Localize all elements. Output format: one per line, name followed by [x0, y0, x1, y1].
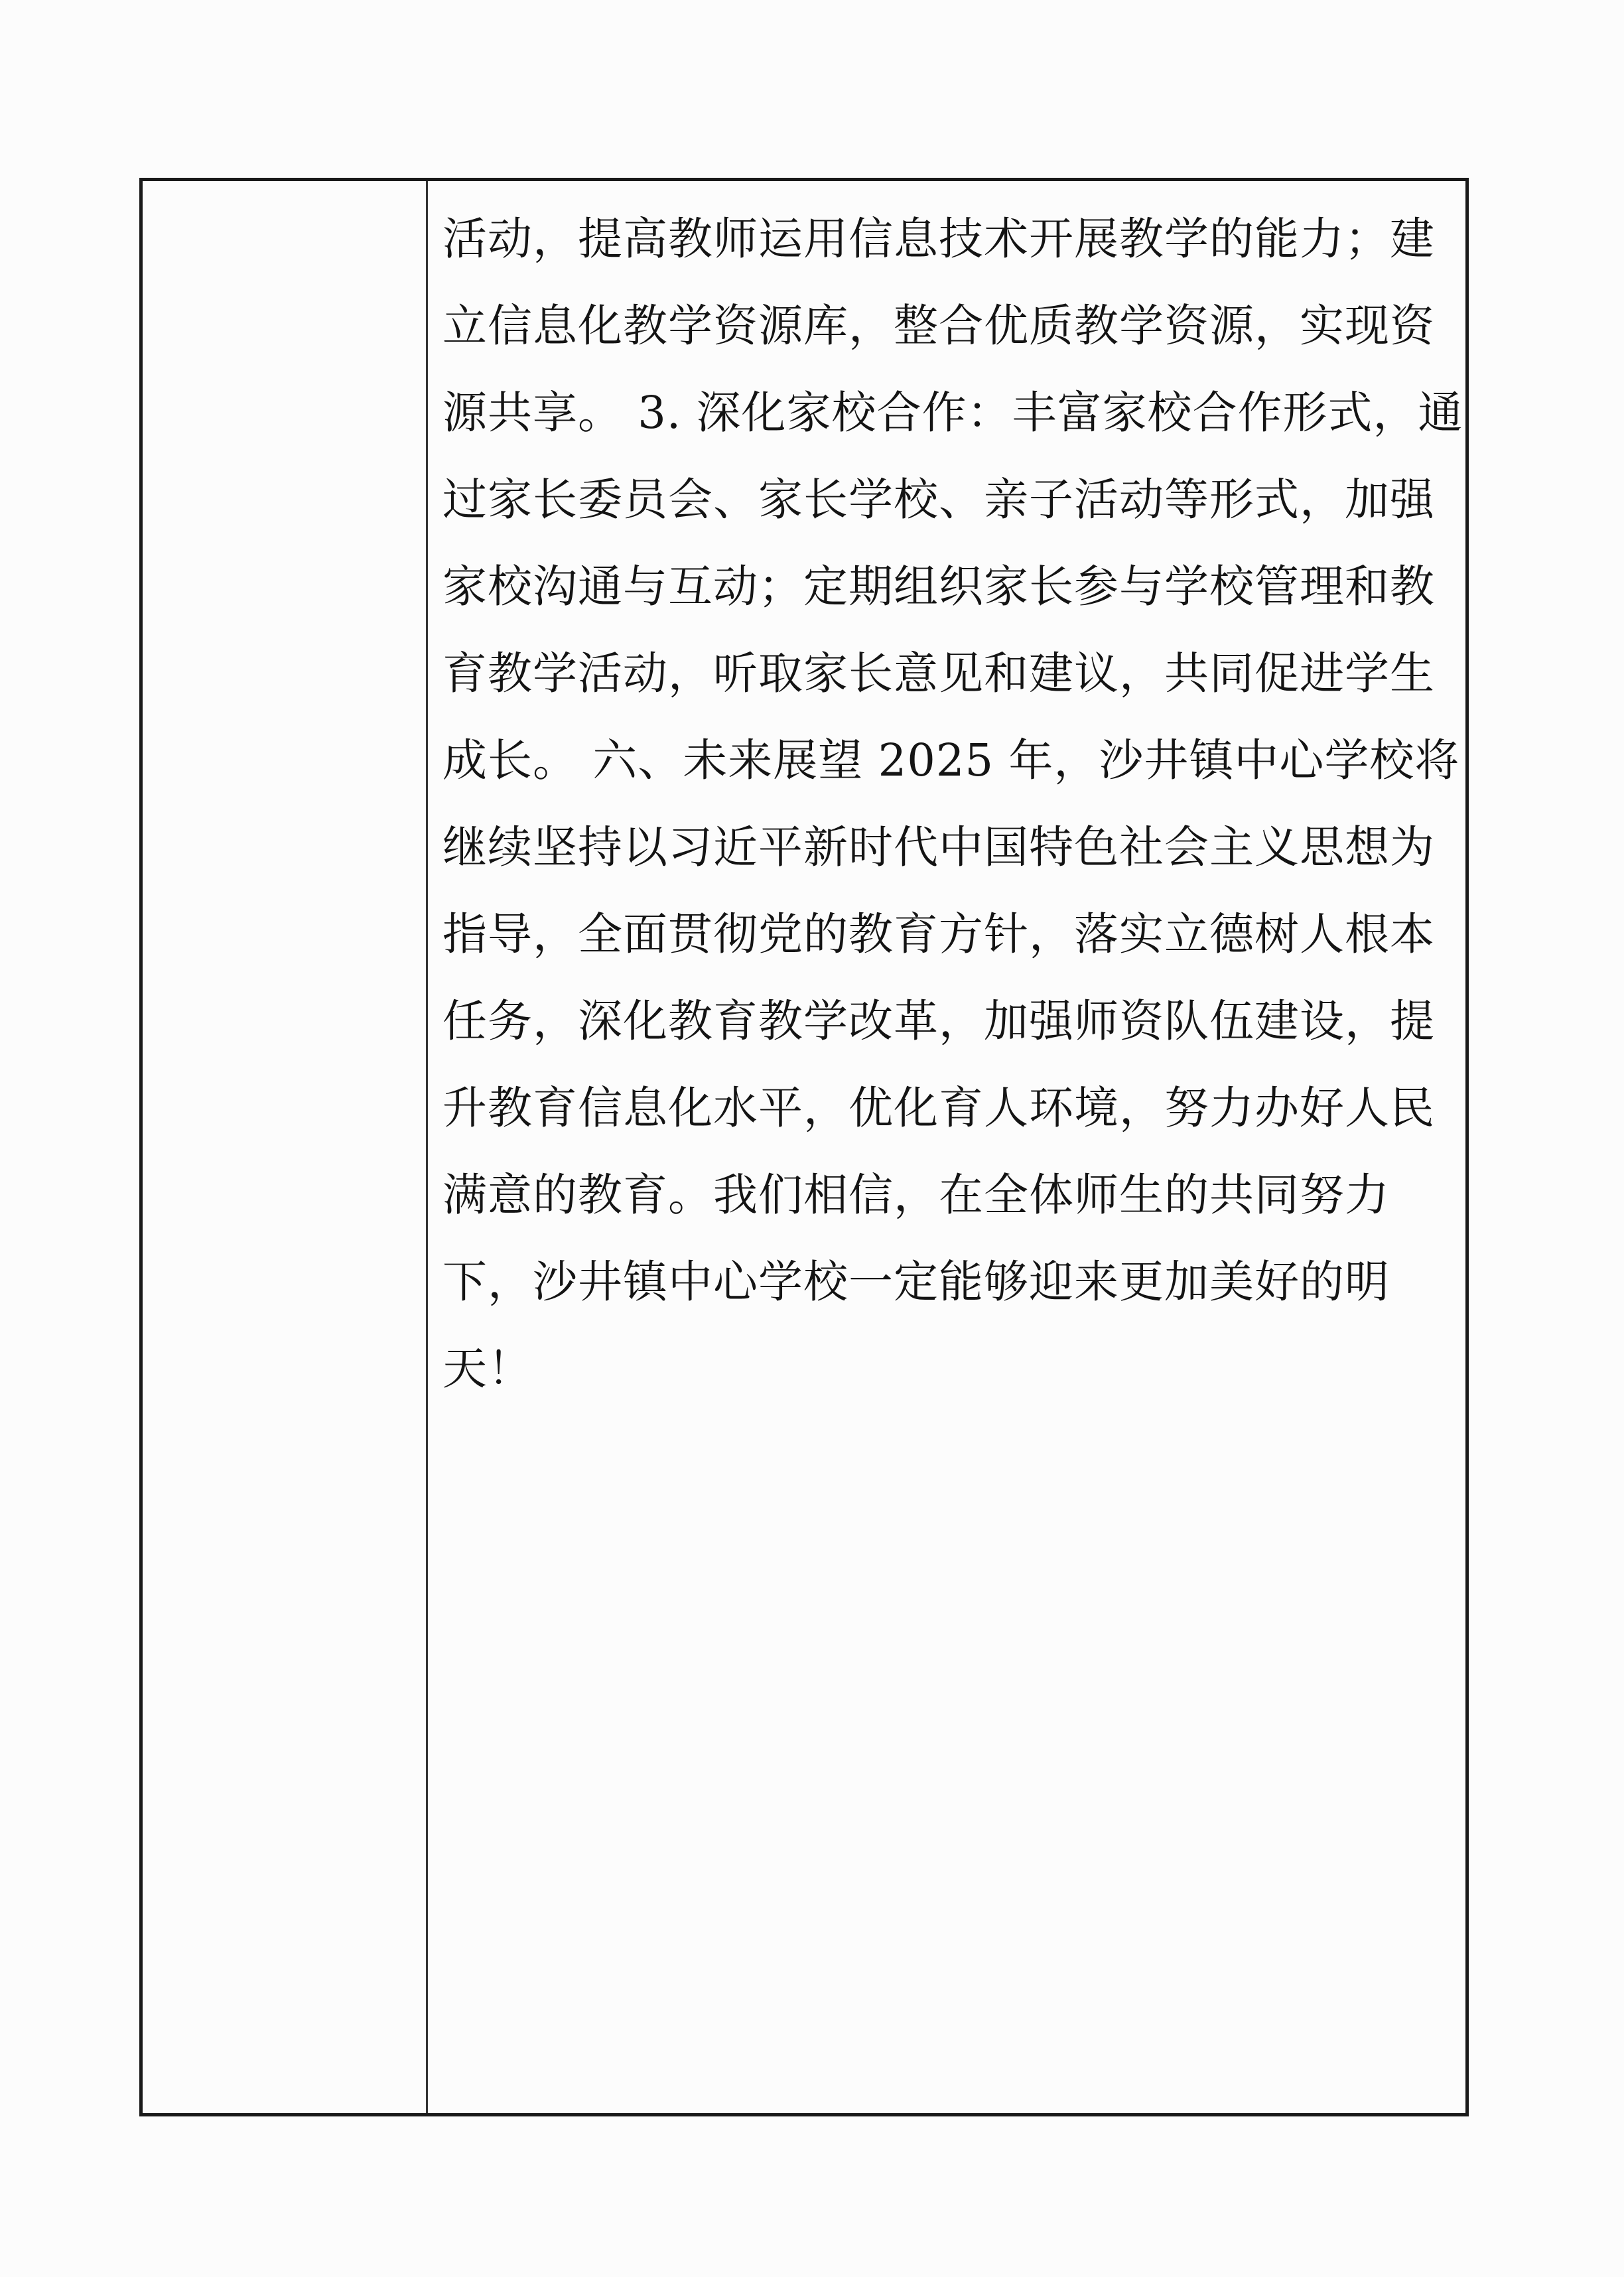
text-line: 指导，全面贯彻党的教育方针，落实立德树人根本: [442, 908, 1435, 960]
text-line: 任务，深化教育教学改革，加强师资队伍建设，提: [442, 995, 1435, 1047]
text-line: 天！: [442, 1343, 533, 1395]
text-line: 升教育信息化水平，优化育人环境，努力办好人民: [442, 1082, 1435, 1134]
text-line: 下，沙井镇中心学校一定能够迎来更加美好的明: [442, 1256, 1390, 1308]
body-text: [442, 196, 1471, 1413]
text-line: 继续坚持以习近平新时代中国特色社会主义思想为: [442, 821, 1435, 873]
form-table: [139, 178, 1469, 2116]
text-line: 过家长委员会、家长学校、亲子活动等形式，加强: [442, 474, 1435, 525]
text-line: 立信息化教学资源库，整合优质教学资源，实现资: [442, 300, 1435, 352]
text-line: 成长。 六、未来展望 2025 年，沙井镇中心学校将: [442, 734, 1460, 786]
left-column-cell: [143, 181, 428, 2113]
text-line: 活动，提高教师运用信息技术开展教学的能力；建: [442, 213, 1435, 265]
text-line: 育教学活动，听取家长意见和建议，共同促进学生: [442, 648, 1435, 699]
text-line: 家校沟通与互动；定期组织家长参与学校管理和教: [442, 561, 1435, 612]
text-line: 源共享。 3. 深化家校合作：丰富家校合作形式，通: [442, 387, 1463, 439]
right-column-cell: [428, 181, 1465, 2113]
text-line: 满意的教育。我们相信，在全体师生的共同努力: [442, 1169, 1390, 1221]
